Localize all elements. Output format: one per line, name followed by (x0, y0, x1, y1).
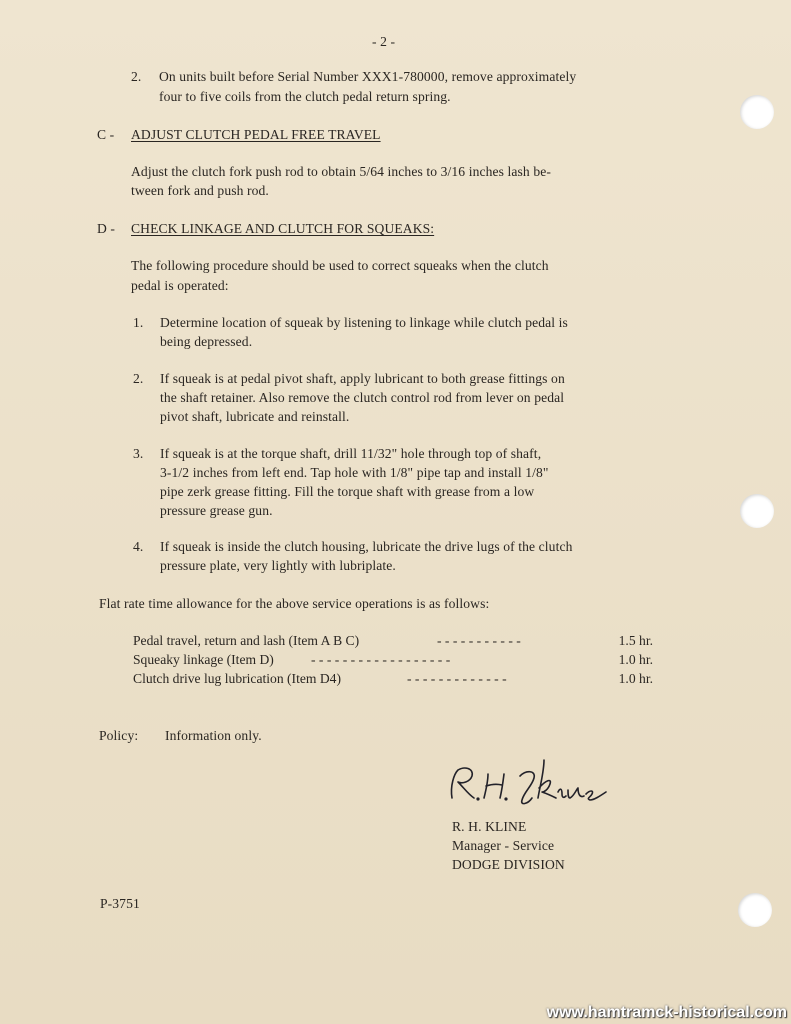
watermark-url: www.hamtramck-historical.com (546, 1004, 787, 1021)
step-3-line-1: If squeak is at the torque shaft, drill 11/32" hole through top of shaft, (160, 446, 542, 461)
rate-value: 1.0 hr. (618, 671, 653, 686)
signer-title: Manager - Service (452, 838, 555, 853)
rate-row (133, 650, 653, 669)
signer-name: R. H. KLINE (452, 819, 527, 834)
section-d-intro-line-2: pedal is operated: (131, 278, 229, 293)
section-d-letter: D - (97, 221, 116, 236)
binder-hole-middle (740, 494, 774, 528)
step-3-number: 3. (133, 446, 144, 461)
section-c-line-1: Adjust the clutch fork push rod to obtain 5/64 inches to 3/16 inches lash be- (131, 164, 551, 179)
step-4-line-2: pressure plate, very lightly with lubriplate. (160, 558, 396, 573)
item-2-number: 2. (131, 69, 142, 84)
step-1-line-1: Determine location of squeak by listening to linkage while clutch pedal is (160, 315, 568, 330)
page-number: - 2 - (372, 34, 396, 49)
policy-label: Policy: (99, 728, 139, 743)
item-2-line-1: On units built before Serial Number XXX1-780000, remove approximately (159, 69, 577, 84)
handwritten-signature (440, 752, 610, 812)
step-3-line-4: pressure grease gun. (160, 503, 273, 518)
rate-leader-dashes: - - - - - - - - - - - (437, 633, 521, 648)
step-4-number: 4. (133, 539, 144, 554)
rate-label: Clutch drive lug lubrication (Item D4) (133, 671, 342, 686)
binder-hole-bottom (738, 893, 772, 927)
item-2-line-2: four to five coils from the clutch pedal return spring. (159, 89, 451, 104)
step-2-line-3: pivot shaft, lubricate and reinstall. (160, 409, 350, 424)
document-code: P-3751 (100, 896, 140, 911)
policy-text: Information only. (165, 728, 262, 743)
step-2-line-2: the shaft retainer. Also remove the clutch control rod from lever on pedal (160, 390, 565, 405)
section-d-intro-line-1: The following procedure should be used to correct squeaks when the clutch (131, 258, 549, 273)
rate-row (133, 669, 653, 688)
rate-value: 1.5 hr. (618, 633, 653, 648)
rate-label: Squeaky linkage (Item D) (133, 652, 274, 667)
section-c-line-2: tween fork and push rod. (131, 183, 269, 198)
section-c-heading: ADJUST CLUTCH PEDAL FREE TRAVEL (131, 127, 381, 142)
step-1-line-2: being depressed. (160, 334, 253, 349)
section-d-heading: CHECK LINKAGE AND CLUTCH FOR SQUEAKS: (131, 221, 435, 236)
section-c-letter: C - (97, 127, 115, 142)
rate-label: Pedal travel, return and lash (Item A B C) (133, 633, 360, 648)
rates-intro: Flat rate time allowance for the above service operations is as follows: (99, 596, 490, 611)
rate-leader-dashes: - - - - - - - - - - - - - (407, 671, 507, 686)
step-4-line-1: If squeak is inside the clutch housing, lubricate the drive lugs of the clutch (160, 539, 573, 554)
step-2-line-1: If squeak is at pedal pivot shaft, apply lubricant to both grease fittings on (160, 371, 565, 386)
step-2-number: 2. (133, 371, 144, 386)
binder-hole-top (740, 95, 774, 129)
rate-value: 1.0 hr. (618, 652, 653, 667)
step-1-number: 1. (133, 315, 144, 330)
rate-row (133, 631, 653, 650)
step-3-line-3: pipe zerk grease fitting. Fill the torque shaft with grease from a low (160, 484, 535, 499)
rate-leader-dashes: - - - - - - - - - - - - - - - - - - (311, 652, 451, 667)
step-3-line-2: 3-1/2 inches from left end. Tap hole with 1/8" pipe tap and install 1/8" (160, 465, 549, 480)
signer-division: DODGE DIVISION (452, 857, 565, 872)
